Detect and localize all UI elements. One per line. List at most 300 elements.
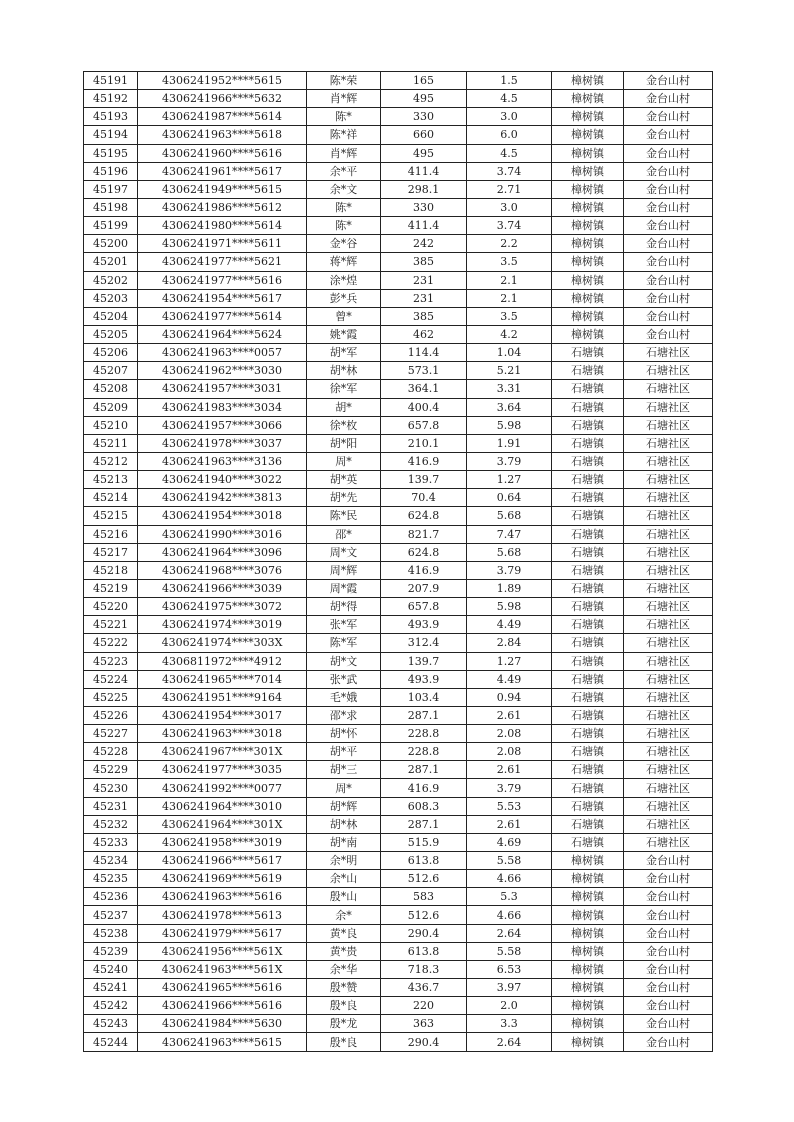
cell-amount: 2.08	[467, 725, 552, 743]
cell-town: 石塘镇	[552, 362, 624, 380]
cell-village: 金台山村	[624, 906, 713, 924]
cell-village: 金台山村	[624, 289, 713, 307]
cell-id-number: 4306241969****5619	[138, 870, 307, 888]
cell-amount: 3.0	[467, 108, 552, 126]
table-row	[84, 543, 713, 561]
table-row	[84, 616, 713, 634]
cell-town: 石塘镇	[552, 543, 624, 561]
cell-town: 石塘镇	[552, 725, 624, 743]
table-row	[84, 344, 713, 362]
cell-name: 周*文	[307, 543, 381, 561]
cell-id-number: 4306241964****3096	[138, 543, 307, 561]
table-row	[84, 688, 713, 706]
cell-no: 45228	[84, 743, 138, 761]
cell-village: 石塘社区	[624, 380, 713, 398]
cell-no: 45215	[84, 507, 138, 525]
cell-no: 45227	[84, 725, 138, 743]
cell-no: 45211	[84, 434, 138, 452]
cell-id-number: 4306241963****5615	[138, 1033, 307, 1051]
cell-amount: 2.08	[467, 743, 552, 761]
cell-amount: 4.49	[467, 670, 552, 688]
cell-amount: 4.69	[467, 833, 552, 851]
cell-value: 436.7	[381, 979, 467, 997]
cell-no: 45223	[84, 652, 138, 670]
cell-amount: 1.27	[467, 471, 552, 489]
cell-id-number: 4306811972****4912	[138, 652, 307, 670]
cell-village: 石塘社区	[624, 652, 713, 670]
cell-value: 231	[381, 289, 467, 307]
cell-value: 139.7	[381, 652, 467, 670]
cell-town: 石塘镇	[552, 525, 624, 543]
cell-amount: 2.61	[467, 815, 552, 833]
cell-village: 金台山村	[624, 325, 713, 343]
table-row	[84, 870, 713, 888]
cell-name: 黄*贵	[307, 942, 381, 960]
cell-town: 石塘镇	[552, 416, 624, 434]
cell-value: 416.9	[381, 561, 467, 579]
cell-no: 45194	[84, 126, 138, 144]
table-row	[84, 452, 713, 470]
cell-id-number: 4306241980****5614	[138, 217, 307, 235]
cell-town: 石塘镇	[552, 761, 624, 779]
cell-village: 石塘社区	[624, 779, 713, 797]
cell-value: 385	[381, 307, 467, 325]
cell-amount: 2.64	[467, 1033, 552, 1051]
cell-id-number: 4306241958****3019	[138, 833, 307, 851]
cell-value: 660	[381, 126, 467, 144]
table-row	[84, 833, 713, 851]
cell-no: 45201	[84, 253, 138, 271]
cell-id-number: 4306241992****0077	[138, 779, 307, 797]
cell-no: 45221	[84, 616, 138, 634]
cell-amount: 1.91	[467, 434, 552, 452]
cell-name: 周*	[307, 452, 381, 470]
table-row	[84, 997, 713, 1015]
cell-village: 石塘社区	[624, 507, 713, 525]
cell-village: 金台山村	[624, 108, 713, 126]
cell-town: 樟树镇	[552, 870, 624, 888]
cell-no: 45225	[84, 688, 138, 706]
cell-amount: 3.3	[467, 1015, 552, 1033]
cell-name: 胡*英	[307, 471, 381, 489]
cell-village: 金台山村	[624, 235, 713, 253]
cell-town: 石塘镇	[552, 652, 624, 670]
cell-name: 殷*山	[307, 888, 381, 906]
cell-value: 400.4	[381, 398, 467, 416]
cell-id-number: 4306241983****3034	[138, 398, 307, 416]
cell-value: 287.1	[381, 761, 467, 779]
table-row	[84, 525, 713, 543]
cell-village: 金台山村	[624, 307, 713, 325]
table-row	[84, 979, 713, 997]
cell-value: 287.1	[381, 815, 467, 833]
cell-value: 512.6	[381, 870, 467, 888]
cell-id-number: 4306241957****3031	[138, 380, 307, 398]
cell-village: 石塘社区	[624, 416, 713, 434]
cell-village: 石塘社区	[624, 434, 713, 452]
cell-name: 肖*辉	[307, 90, 381, 108]
cell-village: 金台山村	[624, 997, 713, 1015]
cell-no: 45204	[84, 307, 138, 325]
cell-town: 樟树镇	[552, 90, 624, 108]
cell-town: 石塘镇	[552, 561, 624, 579]
table-row	[84, 180, 713, 198]
cell-amount: 3.5	[467, 307, 552, 325]
records-table	[83, 71, 713, 1052]
table-row	[84, 271, 713, 289]
cell-value: 290.4	[381, 1033, 467, 1051]
cell-id-number: 4306241974****303X	[138, 634, 307, 652]
cell-no: 45199	[84, 217, 138, 235]
cell-amount: 4.49	[467, 616, 552, 634]
cell-id-number: 4306241942****3813	[138, 489, 307, 507]
table-row	[84, 888, 713, 906]
cell-name: 余*平	[307, 162, 381, 180]
cell-village: 金台山村	[624, 90, 713, 108]
table-row	[84, 434, 713, 452]
cell-value: 613.8	[381, 942, 467, 960]
cell-no: 45198	[84, 198, 138, 216]
cell-village: 金台山村	[624, 942, 713, 960]
table-row	[84, 235, 713, 253]
table-row	[84, 706, 713, 724]
cell-town: 樟树镇	[552, 1015, 624, 1033]
cell-town: 石塘镇	[552, 815, 624, 833]
cell-id-number: 4306241956****561X	[138, 942, 307, 960]
cell-id-number: 4306241963****0057	[138, 344, 307, 362]
cell-town: 石塘镇	[552, 380, 624, 398]
cell-name: 胡*三	[307, 761, 381, 779]
cell-town: 樟树镇	[552, 852, 624, 870]
cell-id-number: 4306241975****3072	[138, 598, 307, 616]
cell-value: 364.1	[381, 380, 467, 398]
cell-village: 石塘社区	[624, 471, 713, 489]
cell-town: 石塘镇	[552, 670, 624, 688]
cell-id-number: 4306241986****5612	[138, 198, 307, 216]
cell-no: 45242	[84, 997, 138, 1015]
table-row	[84, 634, 713, 652]
cell-no: 45241	[84, 979, 138, 997]
cell-village: 石塘社区	[624, 344, 713, 362]
cell-no: 45202	[84, 271, 138, 289]
cell-village: 石塘社区	[624, 561, 713, 579]
cell-village: 金台山村	[624, 180, 713, 198]
cell-village: 金台山村	[624, 162, 713, 180]
cell-amount: 2.84	[467, 634, 552, 652]
cell-amount: 4.66	[467, 906, 552, 924]
cell-value: 493.9	[381, 670, 467, 688]
cell-id-number: 4306241967****301X	[138, 743, 307, 761]
cell-value: 657.8	[381, 416, 467, 434]
cell-village: 石塘社区	[624, 833, 713, 851]
cell-value: 462	[381, 325, 467, 343]
table-row	[84, 670, 713, 688]
cell-value: 657.8	[381, 598, 467, 616]
cell-amount: 6.0	[467, 126, 552, 144]
cell-town: 石塘镇	[552, 434, 624, 452]
cell-amount: 4.5	[467, 90, 552, 108]
table-row	[84, 325, 713, 343]
cell-village: 石塘社区	[624, 725, 713, 743]
cell-village: 金台山村	[624, 144, 713, 162]
cell-amount: 1.5	[467, 72, 552, 90]
cell-id-number: 4306241977****3035	[138, 761, 307, 779]
cell-value: 821.7	[381, 525, 467, 543]
cell-name: 周*	[307, 779, 381, 797]
cell-town: 石塘镇	[552, 507, 624, 525]
cell-name: 毛*娥	[307, 688, 381, 706]
cell-town: 樟树镇	[552, 180, 624, 198]
cell-no: 45232	[84, 815, 138, 833]
cell-no: 45222	[84, 634, 138, 652]
cell-village: 石塘社区	[624, 743, 713, 761]
table-row	[84, 725, 713, 743]
cell-no: 45196	[84, 162, 138, 180]
cell-id-number: 4306241966****5617	[138, 852, 307, 870]
cell-amount: 2.64	[467, 924, 552, 942]
cell-amount: 2.61	[467, 761, 552, 779]
cell-village: 石塘社区	[624, 598, 713, 616]
cell-amount: 2.1	[467, 271, 552, 289]
cell-name: 胡*	[307, 398, 381, 416]
cell-town: 石塘镇	[552, 471, 624, 489]
table-row	[84, 126, 713, 144]
cell-village: 石塘社区	[624, 797, 713, 815]
cell-no: 45192	[84, 90, 138, 108]
cell-no: 45193	[84, 108, 138, 126]
cell-value: 583	[381, 888, 467, 906]
cell-id-number: 4306241963****3136	[138, 452, 307, 470]
cell-amount: 0.94	[467, 688, 552, 706]
cell-id-number: 4306241977****5614	[138, 307, 307, 325]
cell-town: 樟树镇	[552, 162, 624, 180]
cell-id-number: 4306241963****5618	[138, 126, 307, 144]
cell-value: 493.9	[381, 616, 467, 634]
table-row	[84, 779, 713, 797]
cell-village: 金台山村	[624, 253, 713, 271]
cell-id-number: 4306241990****3016	[138, 525, 307, 543]
cell-no: 45235	[84, 870, 138, 888]
cell-value: 114.4	[381, 344, 467, 362]
cell-town: 石塘镇	[552, 489, 624, 507]
cell-no: 45213	[84, 471, 138, 489]
cell-no: 45203	[84, 289, 138, 307]
cell-village: 石塘社区	[624, 489, 713, 507]
cell-id-number: 4306241961****5617	[138, 162, 307, 180]
table-row	[84, 1015, 713, 1033]
cell-id-number: 4306241963****561X	[138, 960, 307, 978]
cell-amount: 5.58	[467, 942, 552, 960]
cell-value: 103.4	[381, 688, 467, 706]
cell-name: 胡*怀	[307, 725, 381, 743]
table-row	[84, 217, 713, 235]
cell-value: 287.1	[381, 706, 467, 724]
cell-amount: 5.98	[467, 416, 552, 434]
table-row	[84, 743, 713, 761]
cell-amount: 2.71	[467, 180, 552, 198]
cell-amount: 2.0	[467, 997, 552, 1015]
cell-name: 胡*南	[307, 833, 381, 851]
cell-id-number: 4306241984****5630	[138, 1015, 307, 1033]
cell-town: 石塘镇	[552, 743, 624, 761]
cell-id-number: 4306241965****5616	[138, 979, 307, 997]
cell-no: 45195	[84, 144, 138, 162]
cell-name: 余*明	[307, 852, 381, 870]
table-row	[84, 162, 713, 180]
cell-town: 石塘镇	[552, 452, 624, 470]
cell-name: 胡*得	[307, 598, 381, 616]
cell-value: 495	[381, 144, 467, 162]
cell-id-number: 4306241978****5613	[138, 906, 307, 924]
cell-no: 45210	[84, 416, 138, 434]
cell-id-number: 4306241974****3019	[138, 616, 307, 634]
cell-village: 金台山村	[624, 1015, 713, 1033]
cell-name: 陈*荣	[307, 72, 381, 90]
cell-village: 金台山村	[624, 870, 713, 888]
cell-name: 胡*文	[307, 652, 381, 670]
cell-name: 胡*林	[307, 362, 381, 380]
cell-value: 416.9	[381, 452, 467, 470]
cell-no: 45229	[84, 761, 138, 779]
cell-id-number: 4306241971****5611	[138, 235, 307, 253]
cell-amount: 1.89	[467, 579, 552, 597]
cell-value: 330	[381, 198, 467, 216]
cell-value: 298.1	[381, 180, 467, 198]
cell-name: 胡*林	[307, 815, 381, 833]
cell-name: 余*山	[307, 870, 381, 888]
cell-no: 45218	[84, 561, 138, 579]
cell-id-number: 4306241964****5624	[138, 325, 307, 343]
cell-village: 石塘社区	[624, 815, 713, 833]
table-row	[84, 906, 713, 924]
cell-town: 樟树镇	[552, 235, 624, 253]
cell-town: 石塘镇	[552, 344, 624, 362]
cell-amount: 5.21	[467, 362, 552, 380]
cell-name: 周*辉	[307, 561, 381, 579]
cell-name: 徐*军	[307, 380, 381, 398]
cell-id-number: 4306241987****5614	[138, 108, 307, 126]
cell-amount: 2.2	[467, 235, 552, 253]
table-row	[84, 598, 713, 616]
cell-value: 210.1	[381, 434, 467, 452]
table-row	[84, 90, 713, 108]
cell-value: 515.9	[381, 833, 467, 851]
cell-value: 512.6	[381, 906, 467, 924]
cell-no: 45197	[84, 180, 138, 198]
cell-town: 樟树镇	[552, 888, 624, 906]
cell-no: 45244	[84, 1033, 138, 1051]
cell-amount: 3.74	[467, 162, 552, 180]
cell-value: 228.8	[381, 725, 467, 743]
cell-amount: 1.27	[467, 652, 552, 670]
cell-name: 张*军	[307, 616, 381, 634]
table-row	[84, 561, 713, 579]
table-row	[84, 489, 713, 507]
cell-value: 165	[381, 72, 467, 90]
cell-id-number: 4306241965****7014	[138, 670, 307, 688]
cell-name: 胡*阳	[307, 434, 381, 452]
cell-village: 金台山村	[624, 852, 713, 870]
cell-value: 718.3	[381, 960, 467, 978]
cell-name: 殷*良	[307, 1033, 381, 1051]
cell-town: 樟树镇	[552, 72, 624, 90]
cell-value: 312.4	[381, 634, 467, 652]
cell-town: 石塘镇	[552, 598, 624, 616]
cell-village: 金台山村	[624, 126, 713, 144]
cell-id-number: 4306241954****3018	[138, 507, 307, 525]
table-row	[84, 198, 713, 216]
cell-no: 45230	[84, 779, 138, 797]
cell-no: 45243	[84, 1015, 138, 1033]
table-row	[84, 579, 713, 597]
cell-village: 金台山村	[624, 924, 713, 942]
cell-no: 45233	[84, 833, 138, 851]
cell-village: 石塘社区	[624, 398, 713, 416]
cell-name: 陈*	[307, 198, 381, 216]
cell-town: 石塘镇	[552, 616, 624, 634]
cell-amount: 4.2	[467, 325, 552, 343]
cell-amount: 4.5	[467, 144, 552, 162]
cell-id-number: 4306241954****5617	[138, 289, 307, 307]
cell-village: 金台山村	[624, 198, 713, 216]
cell-value: 290.4	[381, 924, 467, 942]
cell-id-number: 4306241968****3076	[138, 561, 307, 579]
table-row	[84, 307, 713, 325]
cell-id-number: 4306241966****5616	[138, 997, 307, 1015]
table-row	[84, 253, 713, 271]
table-row	[84, 852, 713, 870]
cell-village: 石塘社区	[624, 579, 713, 597]
cell-no: 45237	[84, 906, 138, 924]
cell-id-number: 4306241977****5621	[138, 253, 307, 271]
cell-no: 45234	[84, 852, 138, 870]
cell-name: 邵*求	[307, 706, 381, 724]
table-row	[84, 108, 713, 126]
cell-village: 金台山村	[624, 1033, 713, 1051]
table-row	[84, 72, 713, 90]
cell-id-number: 4306241940****3022	[138, 471, 307, 489]
cell-amount: 5.98	[467, 598, 552, 616]
cell-no: 45238	[84, 924, 138, 942]
cell-town: 石塘镇	[552, 398, 624, 416]
cell-name: 殷*龙	[307, 1015, 381, 1033]
cell-no: 45224	[84, 670, 138, 688]
cell-id-number: 4306241966****5632	[138, 90, 307, 108]
cell-amount: 3.79	[467, 452, 552, 470]
cell-town: 樟树镇	[552, 126, 624, 144]
cell-name: 余*华	[307, 960, 381, 978]
cell-no: 45217	[84, 543, 138, 561]
cell-value: 613.8	[381, 852, 467, 870]
cell-town: 石塘镇	[552, 833, 624, 851]
cell-amount: 7.47	[467, 525, 552, 543]
cell-town: 石塘镇	[552, 579, 624, 597]
cell-amount: 2.1	[467, 289, 552, 307]
cell-id-number: 4306241977****5616	[138, 271, 307, 289]
cell-name: 陈*	[307, 217, 381, 235]
cell-value: 385	[381, 253, 467, 271]
cell-value: 363	[381, 1015, 467, 1033]
cell-name: 胡*先	[307, 489, 381, 507]
cell-value: 242	[381, 235, 467, 253]
cell-value: 330	[381, 108, 467, 126]
cell-id-number: 4306241951****9164	[138, 688, 307, 706]
cell-id-number: 4306241964****3010	[138, 797, 307, 815]
cell-no: 45220	[84, 598, 138, 616]
cell-amount: 1.04	[467, 344, 552, 362]
cell-town: 樟树镇	[552, 325, 624, 343]
cell-id-number: 4306241963****3018	[138, 725, 307, 743]
